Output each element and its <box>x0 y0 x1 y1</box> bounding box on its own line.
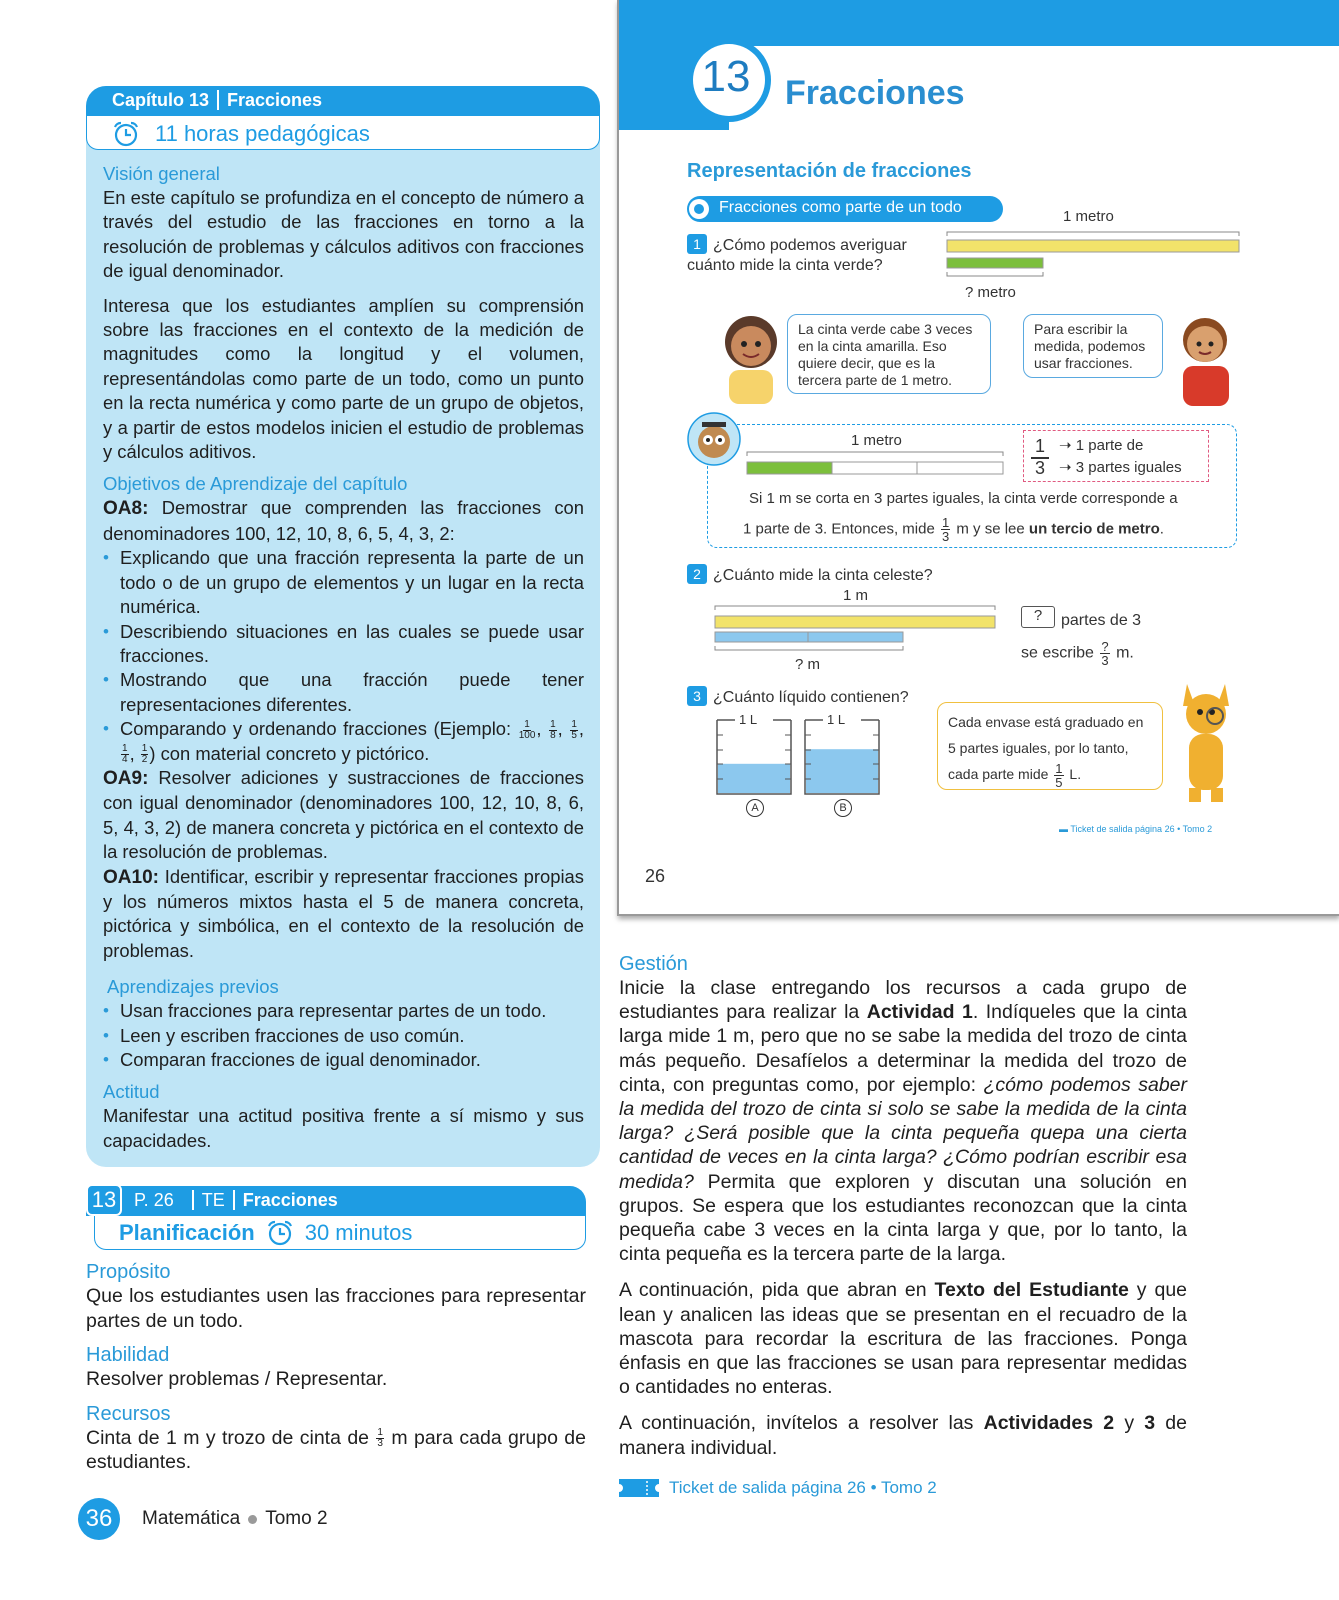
list-item: • Explicando que una fracción representa la parte de un todo o de un grupo de elementos y un lugar en la recta numérica. <box>103 546 584 619</box>
frac-numerator: 1 <box>1035 436 1046 456</box>
explanation-line-2: 1 parte de 3. Entonces, mide $\frac{1}{3}$ m y se lee un tercio de metro. <box>743 515 1164 544</box>
owl-mascot-icon <box>685 410 743 468</box>
jar-a <box>717 720 791 794</box>
girl-character-icon <box>715 308 787 404</box>
attitude-title: Actitud <box>103 1081 160 1103</box>
oa9-text: Resolver adiciones y sustracciones de fracciones con igual denominador (denominadores 100, 12, 10, 8, 6, 5, 4, 3, 2) de manera concreta y pictórica en el contexto de la resolución de problemas. <box>103 766 584 863</box>
boy-character-icon <box>1169 310 1239 406</box>
student-ticket: ▬ Ticket de salida página 26 • Tomo 2 <box>1059 824 1213 834</box>
fraction: $\frac{1}{5}$ <box>1055 760 1063 790</box>
label-one-m: 1 m <box>843 587 869 604</box>
planning-te: TE <box>201 1190 225 1210</box>
separator-dot <box>248 1515 257 1524</box>
page-number: 36 <box>78 1498 120 1540</box>
chapter-hours <box>86 116 600 150</box>
tape-diagram-thirds <box>745 450 1007 478</box>
ticket-icon <box>619 1479 659 1497</box>
student-page-number: 26 <box>645 866 666 886</box>
hours-text: 11 horas pedagógicas <box>155 120 370 146</box>
gestion-paragraph-3: A continuación, invítelos a resolver las Actividades 2 y 3 de manera individual. <box>619 1412 1187 1459</box>
jar-b-capacity: 1 L <box>827 712 846 727</box>
list-item: • Comparan fracciones de igual denominador. <box>103 1048 584 1072</box>
previous-list <box>103 999 584 1072</box>
resources-title: Recursos <box>86 1402 171 1425</box>
exit-ticket <box>619 1478 937 1498</box>
list-item: • Leen y escriben fracciones de uso común. <box>103 1024 584 1048</box>
vision-section <box>86 162 600 464</box>
chapter-header <box>86 86 600 116</box>
fraction: $\frac{1}{100}$ <box>518 718 536 741</box>
oa9-code: OA9: <box>103 767 149 789</box>
footer-text <box>142 1508 328 1530</box>
written-as: se escribe ? 3 m. <box>1021 639 1134 668</box>
oa8-list <box>103 546 584 766</box>
question-text: ¿Cuánto mide la cinta celeste? <box>713 567 933 584</box>
vision-paragraph-1: En este capítulo se profundiza en el concepto de número a través del estudio de las fracciones en torno a la resolución de problemas y cálculos aditivos con fracciones de igual denominador. <box>103 187 584 282</box>
oa10-code: OA10: <box>103 866 159 888</box>
chapter-number-circle: 13 <box>701 52 751 101</box>
oa10 <box>103 865 584 964</box>
compare-post: ) con material concreto y pictórico. <box>149 742 430 764</box>
list-item: • Usan fracciones para representar partes de un todo. <box>103 999 584 1023</box>
alarm-clock-icon <box>265 1219 295 1247</box>
page-footer <box>78 1498 328 1540</box>
list-item: • Describiendo situaciones en las cuales se puede usar fracciones. <box>103 620 584 669</box>
question-text: ¿Cuánto líquido contienen? <box>713 689 909 706</box>
question-number: 1 <box>687 234 707 254</box>
gestion-paragraph-1: Inicie la clase entregando los recursos a cada grupo de estudiantes para realizar la Actividad 1. Indíqueles que la cinta larga mide 1 m, pero que no se sabe la medida del trozo de cinta más pequeño. Desafíelos a determinar la medida del trozo de cinta, con preguntas como, por ejemplo: ¿cómo podemos saber la medida del trozo de cinta si solo se sabe la medida de la cinta larga? ¿Será posible que la cinta pequeña quepa una cierta cantidad de veces en la cinta larga? ¿Cómo podrían escribir esa medida? Permita que exploren y discutan una solución en grupos. Se espera que los estudiantes reconozcan que la cinta pequeña cabe 3 veces en la cinta larga y que, por lo tanto, la cinta pequeña es la tercera parte de la larga. <box>619 977 1188 1266</box>
planning-topic: Fracciones <box>242 1190 338 1210</box>
purpose-text: Que los estudiantes usen las fracciones para representar partes de un todo. <box>86 1285 586 1332</box>
cat-speech-bubble: Cada envase está graduado en 5 partes iguales, por lo tanto, cada parte mide $\frac{1}{5}$ L. <box>937 702 1163 790</box>
alarm-clock-icon <box>111 120 141 148</box>
frac-part-label: ➝ 1 parte de <box>1059 437 1144 454</box>
skill-title: Habilidad <box>86 1344 170 1366</box>
question-number: 3 <box>687 686 707 706</box>
gestion-section <box>619 950 1187 1460</box>
tomo-label: Tomo 2 <box>265 1508 328 1529</box>
label-unknown-m: ? m <box>795 656 821 673</box>
fraction: $\frac{1}{3}$ <box>941 515 950 544</box>
previous-title: Aprendizajes previos <box>107 976 279 998</box>
planning-header <box>86 1186 586 1216</box>
fraction: $\frac{1}{4}$ <box>122 743 128 766</box>
skill-text: Resolver problemas / Representar. <box>86 1368 388 1390</box>
fraction: $\frac{1}{8}$ <box>550 718 556 741</box>
planning-title: Planificación <box>119 1219 255 1245</box>
vision-paragraph-2: Interesa que los estudiantes amplíen su comprensión sobre las fracciones en el contexto de la medición de magnitudes como la longitud y el volumen, representándolas como parte de un todo, como un punto en la recta numérica y como parte de un grupo de objetos, y a partir de estos modelos inicien el estudio de problemas y cálculos aditivos. <box>103 294 584 463</box>
planning-block <box>86 1186 586 1475</box>
compare-pre: Comparando y ordenando fracciones (Ejemplo: <box>120 718 512 740</box>
previous-section <box>86 975 600 1072</box>
objectives-section <box>86 472 600 963</box>
planning-chapter-number: 13 <box>86 1184 122 1216</box>
parts-of-three: partes de 3 <box>1061 612 1142 629</box>
fraction: ? 3 <box>1101 639 1109 668</box>
attitude-text: Manifestar una actitud positiva frente a sí mismo y sus capacidades. <box>103 1105 584 1151</box>
planning-body <box>86 1260 586 1475</box>
label-one-meter: 1 metro <box>1063 208 1114 225</box>
planning-minutes: 30 minutos <box>304 1219 413 1245</box>
planning-page: P. 26 <box>134 1190 174 1210</box>
oa8-code: OA8: <box>103 498 149 520</box>
girl-speech-bubble: La cinta verde cabe 3 veces en la cinta amarilla. Eso quiere decir, que es la tercera parte de 1 metro. <box>787 314 991 394</box>
vision-title: Visión general <box>103 163 220 184</box>
answer-box: ? <box>1021 606 1055 628</box>
question-text: ¿Cómo podemos averiguar cuánto mide la cinta verde? <box>687 237 907 274</box>
jar-a-label: A <box>746 799 764 817</box>
gestion-title: Gestión <box>619 953 688 975</box>
list-item: • Mostrando que una fracción puede tener representaciones diferentes. <box>103 668 584 717</box>
planning-subheader <box>94 1216 586 1250</box>
chapter-label: Capítulo 13 <box>112 90 210 110</box>
oa8 <box>103 496 584 546</box>
oa8-text: Demostrar que comprenden las fracciones con denominadores 100, 12, 10, 8, 6, 5, 4, 3, 2: <box>103 497 584 544</box>
question-3 <box>687 686 909 708</box>
chapter-name: Fracciones <box>227 90 323 110</box>
ticket-text: Ticket de salida página 26 • Tomo 2 <box>669 1478 937 1497</box>
jar-b-label: B <box>834 799 852 817</box>
measuring-jars <box>715 716 883 798</box>
topic-pill: Fracciones como parte de un todo <box>687 196 1003 222</box>
fraction: $\frac{1}{2}$ <box>141 743 148 766</box>
question-2 <box>687 564 933 586</box>
fox-mascot-icon <box>1173 676 1241 806</box>
list-item: • Comparando y ordenando fracciones (Ejemplo: $\frac{1}{100}$ , $\frac{1}{8}$ , $\frac{1}{5}$ , $\frac{1}{4}$ , $\frac{1}{2}$ ) con material concreto y pictórico. <box>103 717 584 766</box>
oa9 <box>103 766 584 865</box>
student-page-title: Fracciones <box>785 74 965 112</box>
frac-denominator: 3 <box>1035 458 1046 478</box>
purpose-title: Propósito <box>86 1261 171 1283</box>
question-number: 2 <box>687 564 707 584</box>
chapter-box <box>86 86 600 1167</box>
jar-b <box>805 720 879 794</box>
resources-text: Cinta de 1 m y trozo de cinta de $\frac{1}{3}$ m para cada grupo de estudiantes. <box>86 1426 586 1473</box>
explanation-line-1: Si 1 m se corta en 3 partes iguales, la cinta verde corresponde a <box>749 490 1178 507</box>
label-one-meter-2: 1 metro <box>851 432 902 449</box>
section-title: Representación de fracciones <box>687 160 972 182</box>
objectives-title: Objetivos de Aprendizaje del capítulo <box>103 473 408 495</box>
fraction: $\frac{1}{5}$ <box>571 718 577 741</box>
oa10-text: Identificar, escribir y representar fracciones propias y los números mixtos hasta el 5 de manera concreta, pictórica y simbólica, en el contexto de la resolución de problemas. <box>103 865 584 961</box>
question-1 <box>687 234 947 276</box>
frac-equal-label: ➝ 3 partes iguales <box>1059 459 1182 476</box>
boy-speech-bubble: Para escribir la medida, podemos usar fracciones. <box>1023 314 1163 378</box>
student-page-thumbnail <box>617 0 1339 916</box>
tape-diagram-1 <box>945 228 1243 290</box>
label-unknown-meter: ? metro <box>965 284 1016 301</box>
attitude-section <box>86 1080 600 1153</box>
chapter-panel <box>86 86 600 1167</box>
gestion-paragraph-2: A continuación, pida que abran en Texto del Estudiante y que lean y analicen las ideas que se presentan en el recuadro de la mascota para recordar la escritura de las fracciones. Ponga énfasis en que las fracciones se usan para representar medidas o cantidades no enteras. <box>619 1279 1188 1399</box>
tape-diagram-2 <box>713 604 999 658</box>
fraction: $\frac{1}{3}$ <box>377 1426 383 1449</box>
jar-a-capacity: 1 L <box>739 712 758 727</box>
book-name: Matemática <box>142 1508 241 1529</box>
